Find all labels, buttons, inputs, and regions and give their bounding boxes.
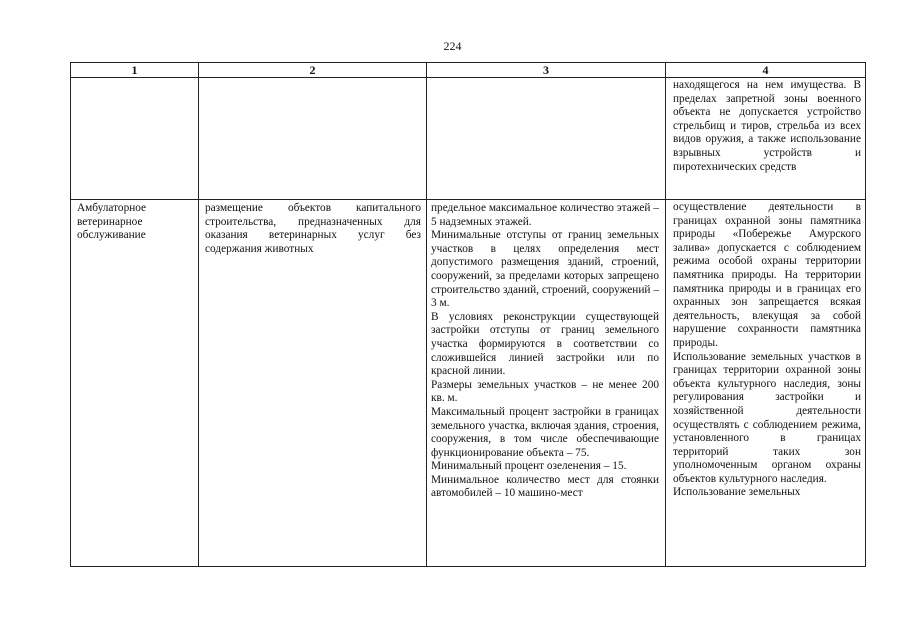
column-header-1: 1 bbox=[71, 63, 199, 78]
parameters-cell bbox=[427, 200, 666, 567]
use-description-text: размещение объектов капитального строительства, предназначенных для оказания ветеринарных услуг без содержания животных bbox=[205, 202, 421, 255]
table-row bbox=[71, 200, 866, 567]
use-type-cell bbox=[71, 200, 199, 567]
use-description-cell bbox=[199, 200, 427, 567]
parameter-paragraph: предельное максимальное количество этажей – 5 надземных этажей. bbox=[431, 202, 659, 228]
column-header-4: 4 bbox=[666, 63, 866, 78]
table-header-row bbox=[71, 63, 866, 78]
zoning-table bbox=[70, 62, 866, 567]
empty-cell bbox=[427, 78, 666, 200]
parameter-paragraph: В условиях реконструкции существующей застройки отступы от границ земельного участка формируются в соответствии со сложившейся линией застройки или по красной линии. bbox=[431, 310, 659, 378]
restriction-paragraph: Использование земельных участков в границах территории охранной зоны объекта культурного наследия, зоны регулирования застройки и хозяйственной деятельности осуществлять с соблюдением режима, установленного в границах территорий таких зон уполномоченным органом охраны объектов культурного наследия. bbox=[673, 350, 861, 485]
parameter-paragraph: Минимальные отступы от границ земельных участков в целях определения мест допустимого размещения зданий, строений, сооружений, за пределами которых запрещено строительство зданий, строений, сооружений – 3 м. bbox=[431, 229, 659, 310]
restriction-paragraph: осуществление деятельности в границах охранной зоны памятника природы «Побережье Амурского залива» допускается с соблюдением режима особой охраны территории памятника природы. На территории памятника природы и в границах его охранных зон запрещается всякая деятельность, влекущая за собой нарушение сохранности памятника природы. bbox=[673, 201, 861, 349]
use-type-text: Амбулаторное ветеринарное обслуживание bbox=[77, 202, 147, 242]
column-header-3: 3 bbox=[427, 63, 666, 78]
parameter-paragraph: Минимальное количество мест для стоянки автомобилей – 10 машино-мест bbox=[431, 473, 659, 500]
restrictions-cell bbox=[666, 200, 866, 567]
empty-cell bbox=[71, 78, 199, 200]
parameter-paragraph: Максимальный процент застройки в границах земельного участка, включая здания, строения, сооружения, в том числе обеспечивающие функционирование объекта – 75. bbox=[431, 405, 659, 459]
column-header-2: 2 bbox=[199, 63, 427, 78]
parameter-paragraph: Минимальный процент озеленения – 15. bbox=[431, 460, 627, 473]
table-row-continuation bbox=[71, 78, 866, 200]
restrictions-continuation-cell: находящегося на нем имущества. В пределах запретной зоны военного объекта не допускается устройство стрельбищ и тиров, стрельба из всех видов оружия, а также использование взрывных устройств и пиротехнических средств bbox=[666, 78, 866, 200]
restriction-paragraph: Использование земельных bbox=[673, 486, 801, 499]
page-number: 224 bbox=[443, 39, 462, 53]
empty-cell bbox=[199, 78, 427, 200]
parameter-paragraph: Размеры земельных участков – не менее 200 кв. м. bbox=[431, 378, 659, 405]
